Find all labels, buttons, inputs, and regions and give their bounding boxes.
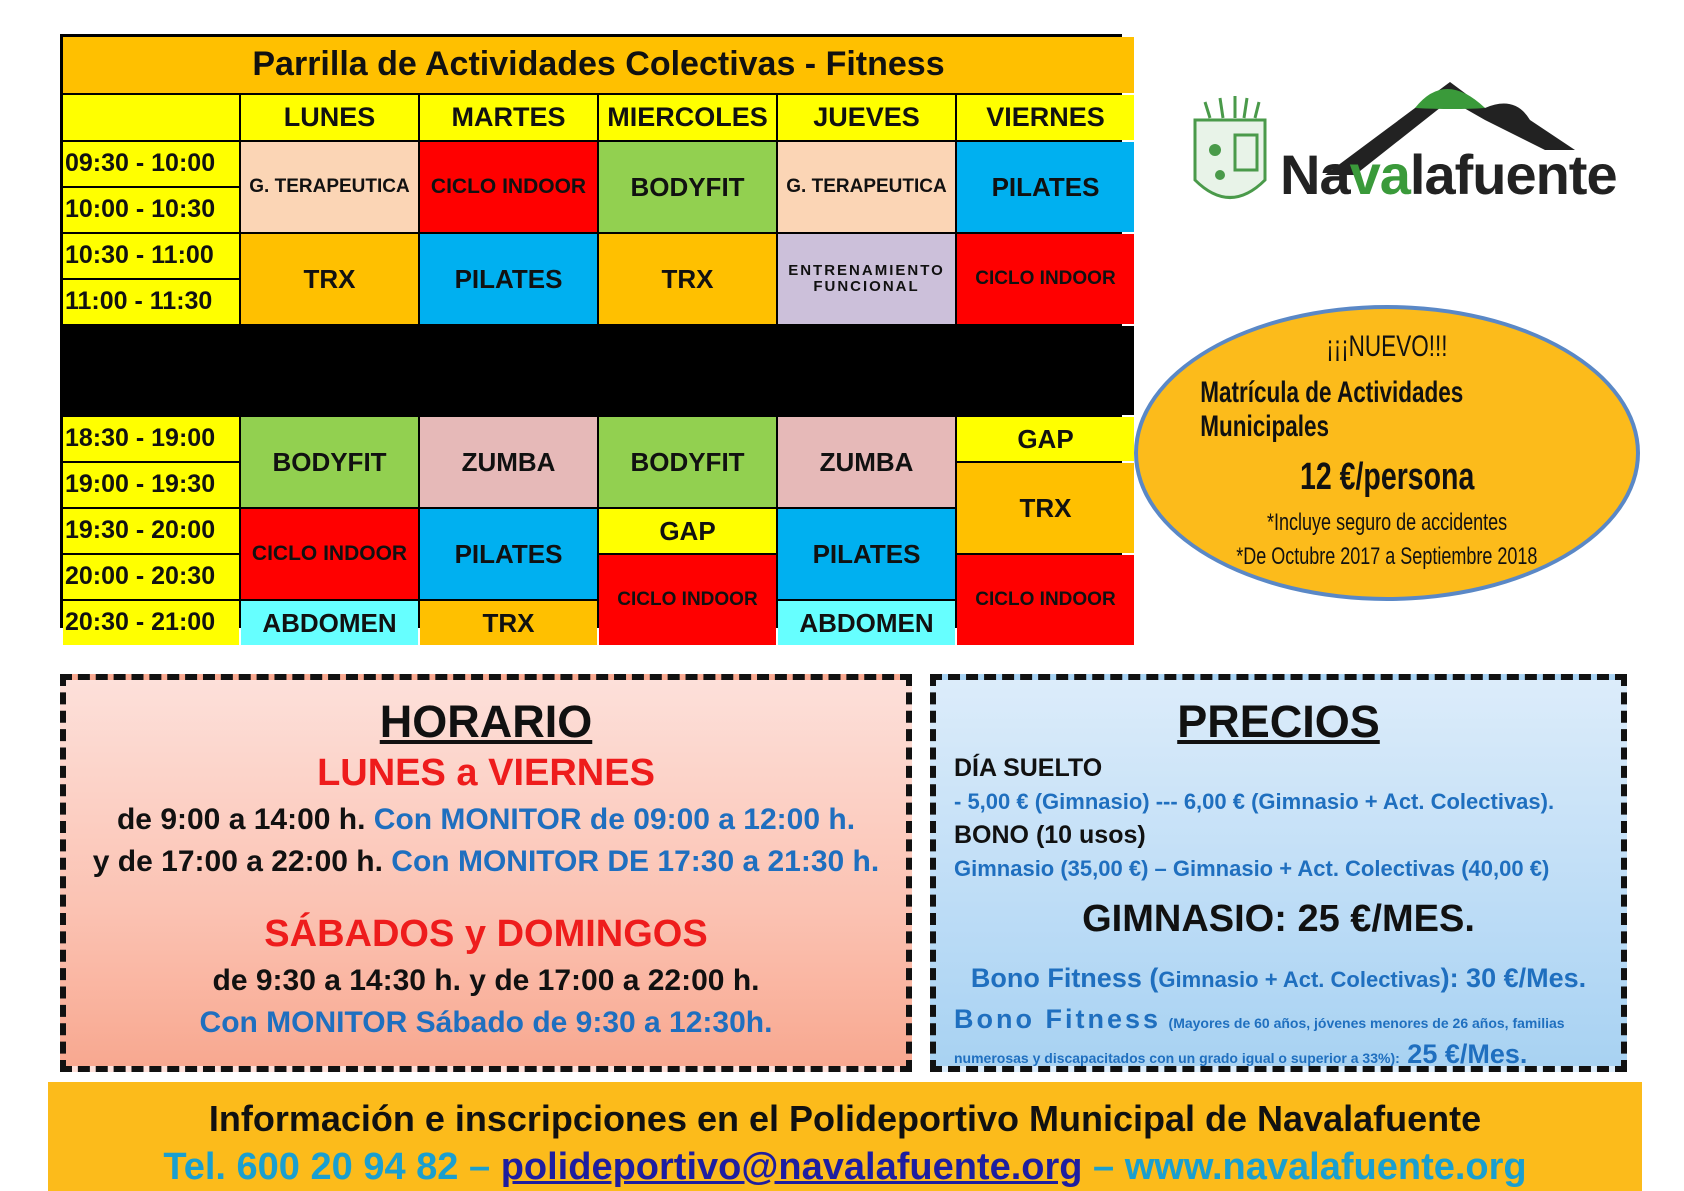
footer-info: Información e inscripciones en el Polideportivo Municipal de Navalafuente	[208, 1098, 1482, 1139]
dia-suelto-label: DÍA SUELTO	[954, 754, 1103, 782]
bono-fitness-reduced-label: Bono Fitness	[954, 1004, 1162, 1034]
weekdays-line-2	[66, 845, 906, 879]
weekend-title: SÁBADOS y DOMINGOS	[264, 913, 708, 955]
bono-fitness-line	[954, 963, 1603, 994]
activity-cell: TRX	[241, 234, 418, 324]
footer-contact	[48, 1146, 1642, 1189]
midday-break-band	[63, 326, 1134, 415]
schedule-title: Parrilla de Actividades Colectivas - Fitness	[63, 37, 1134, 93]
day-header-viernes: VIERNES	[957, 95, 1134, 140]
activity-cell: PILATES	[957, 142, 1134, 232]
weekend-line-2: Con MONITOR Sábado de 9:30 a 12:30h.	[199, 1006, 773, 1039]
activity-cell: CICLO INDOOR	[957, 555, 1134, 645]
activity-cell: PILATES	[420, 234, 597, 324]
time-slot: 20:00 - 20:30	[63, 555, 239, 599]
bono-fitness-reduced-note: (Mayores de 60 años, jóvenes menores de 26 años, familias numerosas y discapacitados con un grado igual o superior a 33%):	[954, 1015, 1565, 1067]
precios-box	[930, 674, 1627, 1072]
time-slot: 11:00 - 11:30	[63, 280, 239, 324]
activity-cell: CICLO INDOOR	[241, 509, 418, 599]
activity-cell: CICLO INDOOR	[599, 555, 776, 645]
logo-part: lafuente	[1409, 143, 1617, 206]
activity-cell: TRX	[420, 601, 597, 645]
logo-wordmark	[1280, 142, 1617, 207]
promo-ellipse	[1134, 305, 1640, 601]
day-header-jueves: JUEVES	[778, 95, 955, 140]
promo-title: Matrícula de Actividades Municipales	[1200, 375, 1464, 443]
footer-banner	[48, 1082, 1642, 1191]
activity-cell: ZUMBA	[778, 417, 955, 507]
activity-cell: BODYFIT	[599, 417, 776, 507]
day-header-miercoles: MIERCOLES	[599, 95, 776, 140]
promo-note-insurance: *Incluye seguro de accidentes	[1266, 508, 1508, 536]
promo-new: ¡¡¡NUEVO!!!	[1326, 329, 1448, 363]
activity-cell: TRX	[599, 234, 776, 324]
activity-cell: GAP	[957, 417, 1134, 461]
activity-cell: PILATES	[778, 509, 955, 599]
footer-email-link[interactable]: polideportivo@navalafuente.org	[500, 1146, 1083, 1188]
time-slot: 19:00 - 19:30	[63, 463, 239, 507]
weekdays-monitor: Con MONITOR de 09:00 a 12:00 h.	[373, 803, 856, 836]
logo-part-accent: va	[1349, 143, 1410, 206]
activity-cell: CICLO INDOOR	[420, 142, 597, 232]
bono-fitness-price: ): 30 €/Mes.	[1440, 963, 1587, 993]
activity-cell: ABDOMEN	[241, 601, 418, 645]
precios-title: PRECIOS	[1177, 696, 1380, 747]
promo-note-period: *De Octubre 2017 a Septiembre 2018	[1236, 542, 1538, 570]
schedule-grid	[60, 34, 1122, 638]
activity-cell: BODYFIT	[241, 417, 418, 507]
activity-cell: G. TERAPEUTICA	[241, 142, 418, 232]
activity-cell: TRX	[957, 463, 1134, 553]
activity-cell: ZUMBA	[420, 417, 597, 507]
activity-cell: PILATES	[420, 509, 597, 599]
gimnasio-price: GIMNASIO: 25 €/MES.	[1082, 898, 1475, 940]
bono-label: BONO (10 usos)	[954, 821, 1146, 849]
navalafuente-logo	[1185, 80, 1617, 230]
weekdays-monitor: Con MONITOR DE 17:30 a 21:30 h.	[391, 845, 880, 878]
footer-phone: Tel. 600 20 94 82 –	[163, 1146, 491, 1188]
time-slot: 10:30 - 11:00	[63, 234, 239, 278]
promo-price: 12 €/persona	[1299, 455, 1475, 498]
time-slot: 18:30 - 19:00	[63, 417, 239, 461]
weekdays-hours: de 9:00 a 14:00 h.	[116, 803, 366, 836]
bono-fitness-detail: Gimnasio + Act. Colectivas	[1158, 967, 1441, 992]
activity-cell: GAP	[599, 509, 776, 553]
day-header-lunes: LUNES	[241, 95, 418, 140]
bono-prices: Gimnasio (35,00 €) – Gimnasio + Act. Colectivas (40,00 €)	[954, 856, 1550, 881]
activity-cell: G. TERAPEUTICA	[778, 142, 955, 232]
weekdays-title: LUNES a VIERNES	[317, 752, 655, 794]
time-slot: 19:30 - 20:00	[63, 509, 239, 553]
activity-cell: ABDOMEN	[778, 601, 955, 645]
activity-cell: CICLO INDOOR	[957, 234, 1134, 324]
weekend-line-1: de 9:30 a 14:30 h. y de 17:00 a 22:00 h.	[212, 964, 760, 997]
weekdays-hours: y de 17:00 a 22:00 h.	[92, 845, 383, 878]
bono-fitness-reduced-line	[954, 1002, 1603, 1072]
horario-title: HORARIO	[379, 696, 593, 747]
bono-fitness-label: Bono Fitness (	[970, 963, 1159, 993]
corner-cell	[63, 95, 239, 140]
weekdays-line-1	[66, 803, 906, 837]
activity-cell: BODYFIT	[599, 142, 776, 232]
horario-box	[60, 674, 912, 1072]
bono-fitness-reduced-price: 25 €/Mes.	[1407, 1039, 1528, 1070]
logo-part: Na	[1280, 143, 1350, 206]
footer-web: – www.navalafuente.org	[1093, 1146, 1527, 1188]
time-slot: 09:30 - 10:00	[63, 142, 239, 186]
dia-suelto-prices: - 5,00 € (Gimnasio) --- 6,00 € (Gimnasio + Act. Colectivas).	[954, 789, 1555, 814]
time-slot: 20:30 - 21:00	[63, 601, 239, 645]
activity-cell: ENTRENAMIENTO FUNCIONAL	[778, 234, 955, 324]
day-header-martes: MARTES	[420, 95, 597, 140]
time-slot: 10:00 - 10:30	[63, 188, 239, 232]
